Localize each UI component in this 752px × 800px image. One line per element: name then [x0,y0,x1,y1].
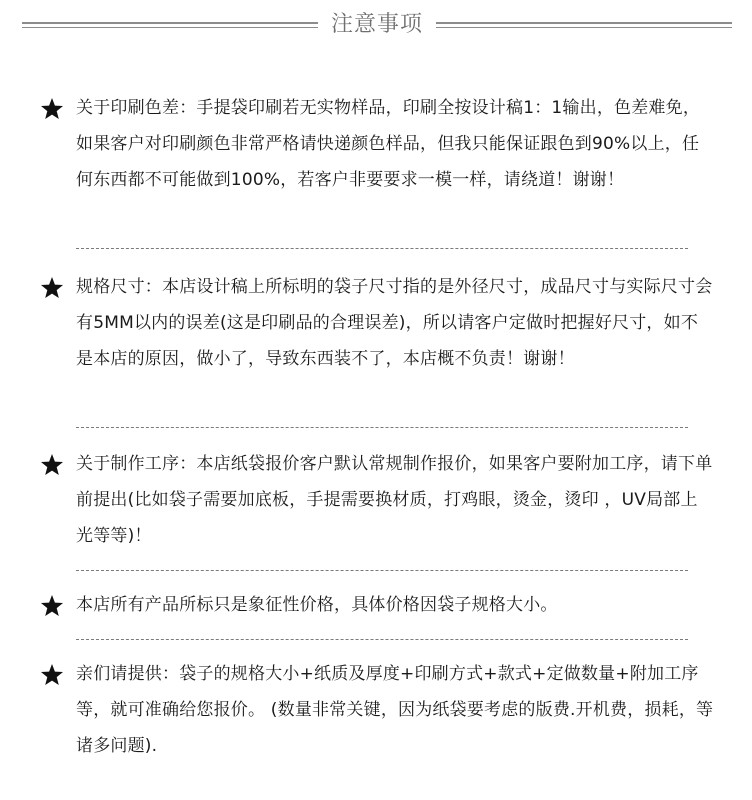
header-rule-left [22,22,318,28]
star-icon [40,594,64,618]
section-header [0,0,752,56]
note-quote-request [0,656,752,766]
note-text: 规格尺寸：本店设计稿上所标明的袋子尺寸指的是外径尺寸，成品尺寸与实际尺寸会有5MM以内的误差(这是印刷品的合理误差)，所以请客户定做时把握好尺寸，如不是本店的原因，做小了，导致东西装不了，本店概不负责！谢谢！ [76,277,713,369]
note-production-process [0,446,752,556]
note-text: 本店所有产品所标只是象征性价格，具体价格因袋子规格大小。 [76,595,558,615]
note-text: 亲们请提供：袋子的规格大小+纸质及厚度+印刷方式+款式+定做数量+附加工序等，就可准确给您报价。 (数量非常关键，因为纸袋要考虑的版费.开机费，损耗，等诸多问题). [76,664,714,756]
star-icon [40,663,64,687]
notes-list [0,90,752,766]
star-icon [40,276,64,300]
note-text: 关于制作工序：本店纸袋报价客户默认常规制作报价，如果客户要附加工序，请下单前提出(比如袋子需要加底板，手提需要换材质，打鸡眼，烫金，烫印 ，UV局部上光等等)！ [76,454,713,546]
header-rule-right [436,22,732,28]
star-icon [40,97,64,121]
dashed-divider [76,248,688,249]
dashed-divider [76,427,688,428]
note-size-spec [0,269,752,415]
page-title: 注意事项 [330,12,423,37]
note-price [0,587,752,623]
star-icon [40,453,64,477]
dashed-divider [76,639,688,640]
dashed-divider [76,570,688,571]
note-color-difference [0,90,752,236]
note-text: 关于印刷色差：手提袋印刷若无实物样品，印刷全按设计稿1：1输出，色差难免，如果客户对印刷颜色非常严格请快递颜色样品，但我只能保证跟色到90%以上，任何东西都不可能做到100%，若客户非要要求一模一样，请绕道！谢谢！ [76,98,701,190]
